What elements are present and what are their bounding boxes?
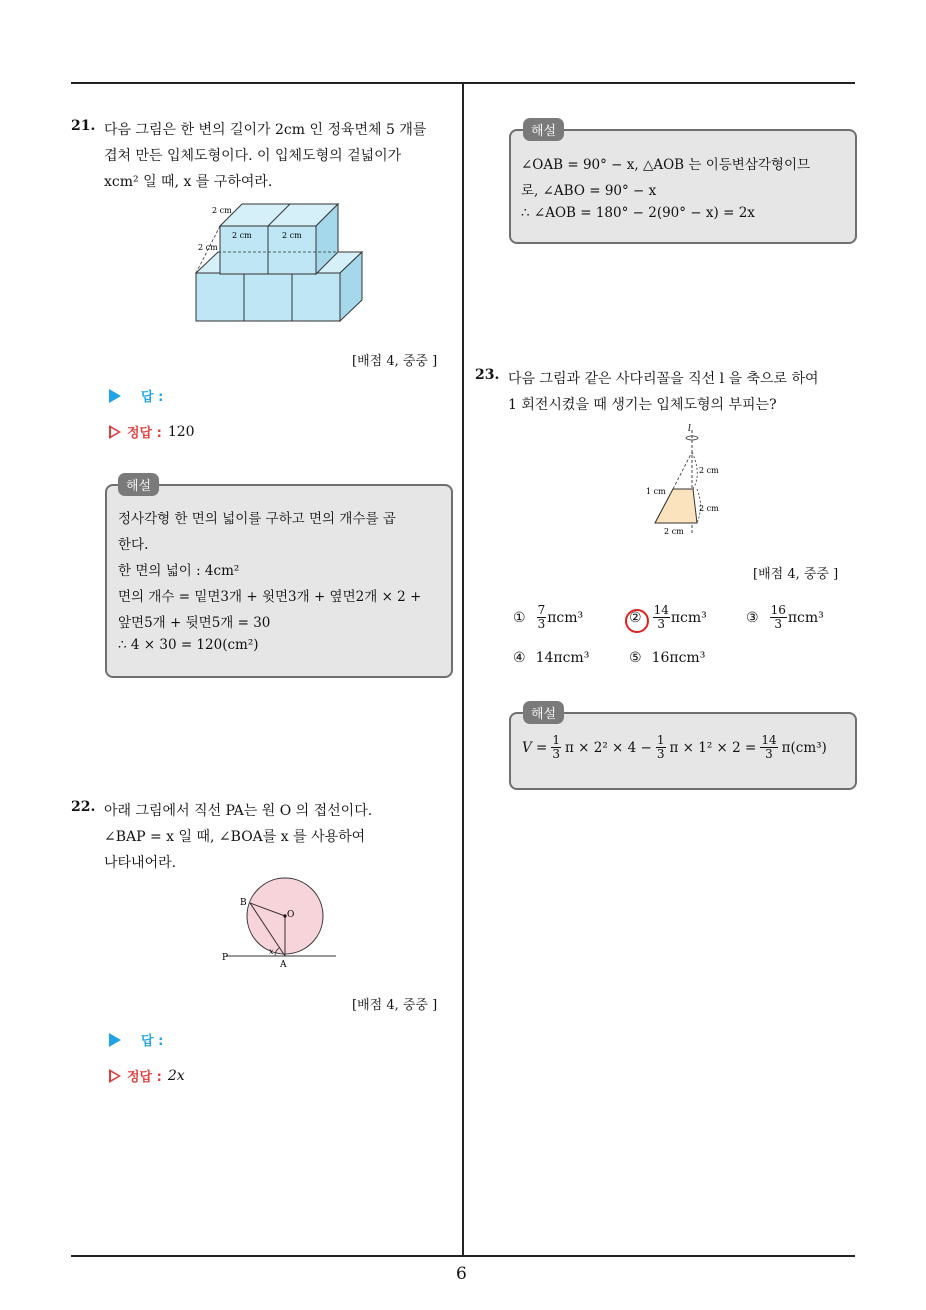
q21-line-2: 겹쳐 만든 입체도형이다. 이 입체도형의 겉넓이가: [104, 148, 402, 164]
q23-explain-formula: V = $\frac{1}{3}$ π × 2² × 4 − $\frac{1}{3}$ π × 1² × 2 = $\frac{14}{3}$ π(cm³): [522, 733, 827, 761]
column-divider: [462, 84, 464, 1256]
q22-label-x: x: [269, 947, 274, 956]
q22-correct-value: 2x: [167, 1067, 185, 1084]
correct-triangle-icon: [109, 1069, 121, 1083]
choice-2-mark: ②: [629, 609, 642, 626]
q21-explain-line-6: ∴ 4 × 30 = 120(cm²): [118, 637, 259, 653]
q22-explain-line-3: ∴ ∠AOB = 180° − 2(90° − x) = 2x: [521, 205, 755, 221]
choice-5-mark: ⑤: [629, 650, 642, 666]
q22-explain-line-1: ∠OAB = 90° − x, △AOB 는 이등변삼각형이므: [521, 157, 811, 173]
correct-triangle-icon: [109, 425, 121, 439]
q22-score: [배점 4, 중중 ]: [352, 998, 438, 1013]
q21-correct-value: 120: [167, 423, 195, 440]
choice-5-text: 16πcm³: [651, 650, 706, 666]
q21-number: 21.: [71, 118, 96, 134]
q23-explanation-tag: 해설: [523, 701, 564, 724]
answer-triangle-icon: [109, 389, 121, 403]
q21-figure-label-mid2: 2 cm: [282, 231, 302, 240]
q22-answer-row: [109, 1030, 163, 1049]
q22-number: 22.: [71, 799, 96, 815]
q21-line-1: 다음 그림은 한 변의 길이가 2cm 인 정육면체 5 개를: [104, 122, 427, 138]
q21-explanation-tag: 해설: [118, 473, 159, 496]
q22-label-P: P: [222, 953, 229, 963]
choice-3-mark: ③: [746, 609, 759, 626]
q22-circle-figure: [218, 876, 342, 970]
q21-figure-label-top: 2 cm: [212, 206, 232, 215]
q21-explain-line-4: 면의 개수 = 밑면3개 + 윗면3개 + 옆면2개 × 2 +: [118, 589, 422, 605]
q21-correct-label: 정답 :: [127, 426, 162, 441]
q22-explanation-tag: 해설: [523, 118, 564, 141]
q23-label-bottom: 2 cm: [664, 527, 684, 536]
q21-correct-row: [109, 422, 195, 441]
q23-choice-5[interactable]: [629, 650, 705, 666]
q21-answer-row: [109, 386, 163, 405]
choice-3-fraction: $\frac{16}{3}$: [770, 603, 786, 631]
q21-figure-label-mid1: 2 cm: [232, 231, 252, 240]
q21-explain-line-1: 정사각형 한 면의 넓이를 구하고 면의 개수를 곱: [118, 511, 396, 527]
q22-correct-row: [109, 1066, 185, 1085]
q23-choice-4[interactable]: [513, 650, 589, 666]
q23-label-left: 1 cm: [646, 487, 666, 496]
choice-2-fraction: $\frac{14}{3}$: [653, 603, 669, 631]
q23-score: [배점 4, 중중 ]: [753, 567, 839, 582]
q23-label-axis: l: [688, 424, 691, 434]
q21-cube-figure: [190, 198, 370, 326]
q22-label-A: A: [280, 960, 287, 970]
q22-explain-line-2: 로, ∠ABO = 90° − x: [521, 183, 657, 199]
q21-explain-line-5: 앞면5개 + 뒷면5개 = 30: [118, 615, 271, 631]
q22-label-O: O: [287, 910, 295, 920]
q22-line-3: 나타내어라.: [104, 855, 177, 871]
q21-line-3: xcm² 일 때, x 를 구하여라.: [104, 174, 273, 190]
q23-choice-1[interactable]: [513, 604, 583, 631]
choice-4-text: 14πcm³: [535, 650, 590, 666]
q23-label-top: 2 cm: [699, 466, 719, 475]
q23-trapezoid-figure: [640, 422, 730, 540]
q21-score: [배점 4, 중중 ]: [352, 354, 438, 369]
q22-label-B: B: [240, 898, 247, 908]
selected-answer-circle: [625, 609, 649, 633]
q21-figure-label-left: 2 cm: [198, 243, 218, 252]
q23-label-right: 2 cm: [699, 504, 719, 513]
answer-triangle-icon: [109, 1033, 121, 1047]
choice-1-rest: πcm³: [547, 609, 584, 626]
q22-correct-label: 정답 :: [127, 1070, 162, 1085]
q23-line-2: 1 회전시켰을 때 생기는 입체도형의 부피는?: [508, 397, 777, 413]
q22-answer-label: 답 :: [141, 1034, 164, 1049]
choice-1-fraction: $\frac{7}{3}$: [537, 603, 546, 631]
q22-line-2: ∠BAP = x 일 때, ∠BOA를 x 를 사용하여: [104, 829, 366, 845]
page-number: 6: [456, 1264, 467, 1284]
q23-line-1: 다음 그림과 같은 사다리꼴을 직선 l 을 축으로 하여: [508, 371, 819, 387]
choice-2-rest: πcm³: [670, 609, 707, 626]
q21-answer-label: 답 :: [141, 390, 164, 405]
q21-explain-line-2: 한다.: [118, 537, 149, 553]
q23-choice-3[interactable]: [746, 604, 824, 631]
q23-number: 23.: [475, 367, 500, 383]
q21-explain-line-3: 한 면의 넓이 : 4cm²: [118, 563, 240, 579]
q22-line-1: 아래 그림에서 직선 PA는 원 O 의 접선이다.: [104, 803, 373, 819]
bottom-rule: [71, 1255, 855, 1257]
choice-4-mark: ④: [513, 650, 526, 666]
choice-1-mark: ①: [513, 609, 526, 626]
choice-3-rest: πcm³: [787, 609, 824, 626]
